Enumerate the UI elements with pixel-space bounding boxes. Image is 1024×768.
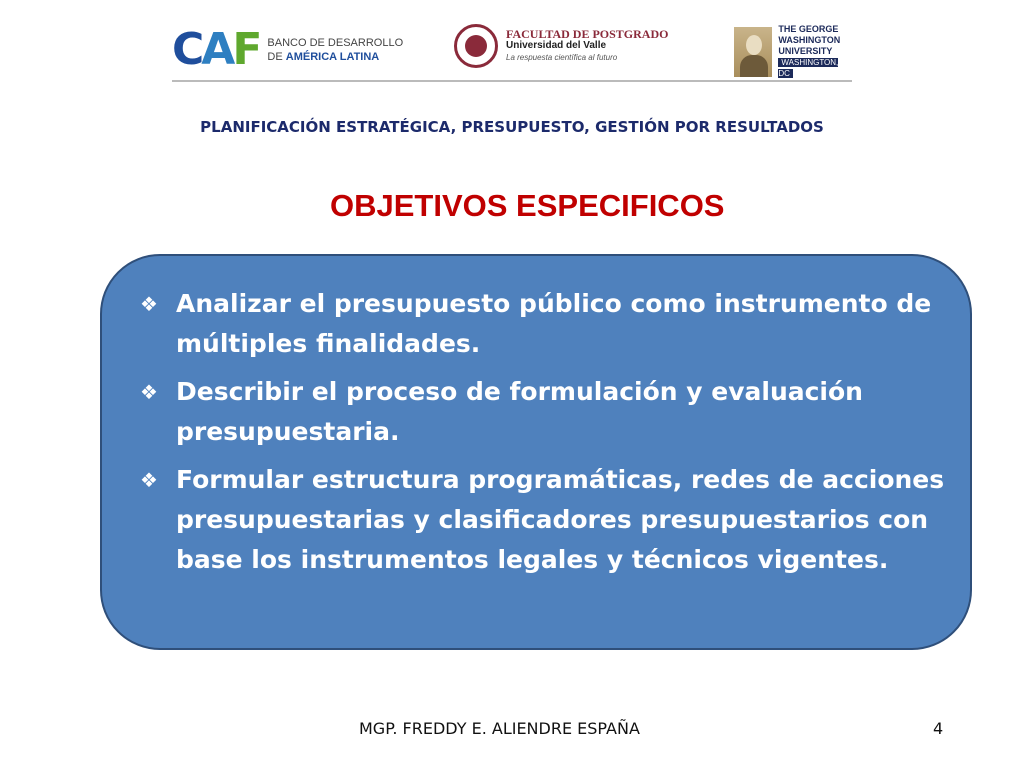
- logo-bar: [172, 22, 852, 84]
- objective-item: [134, 460, 946, 580]
- section-title: OBJETIVOS ESPECIFICOS: [330, 188, 725, 223]
- facultad-tagline: La respuesta científica al futuro: [506, 53, 618, 62]
- facultad-logo: [454, 24, 668, 68]
- slide-title: PLANIFICACIÓN ESTRATÉGICA, PRESUPUESTO, GESTIÓN POR RESULTADOS: [200, 118, 824, 136]
- caf-line2-bold: AMÉRICA LATINA: [285, 51, 380, 63]
- caf-line1: BANCO DE DESARROLLO: [267, 37, 404, 49]
- facultad-title: FACULTAD DE POSTGRADO: [506, 27, 669, 41]
- washington-portrait-icon: [734, 27, 772, 77]
- objectives-list: [134, 284, 946, 588]
- objective-text: Analizar el presupuesto público como instrumento de múltiples finalidades.: [176, 289, 932, 358]
- caf-logo: [172, 24, 404, 75]
- caf-wordmark: CAF: [172, 24, 260, 75]
- objective-item: [134, 284, 946, 364]
- gwu-line1: THE GEORGE: [778, 24, 839, 34]
- diamond-cluster-icon: ❖: [140, 380, 158, 404]
- footer-author: MGP. FREDDY E. ALIENDRE ESPAÑA: [359, 719, 640, 738]
- objective-text: Describir el proceso de formulación y evaluación presupuestaria.: [176, 377, 863, 446]
- objective-item: [134, 372, 946, 452]
- university-seal-icon: [454, 24, 498, 68]
- header-divider: [172, 80, 852, 82]
- gwu-line3: UNIVERSITY: [778, 46, 833, 56]
- objective-text: Formular estructura programáticas, redes de acciones presupuestarias y clasificadores presupuestarios con base los instrumentos legales y técnicos vigentes.: [176, 465, 945, 574]
- caf-logo-text: [267, 36, 403, 64]
- gwu-line2: WASHINGTON: [778, 35, 841, 45]
- caf-line2-prefix: DE: [267, 51, 286, 63]
- diamond-cluster-icon: ❖: [140, 468, 158, 492]
- facultad-university: Universidad del Valle: [506, 40, 607, 51]
- gwu-location: WASHINGTON, DC: [778, 58, 839, 78]
- gwu-logo: [734, 24, 852, 79]
- objectives-panel: [100, 254, 972, 650]
- page-number: 4: [933, 719, 944, 738]
- diamond-cluster-icon: ❖: [140, 292, 158, 316]
